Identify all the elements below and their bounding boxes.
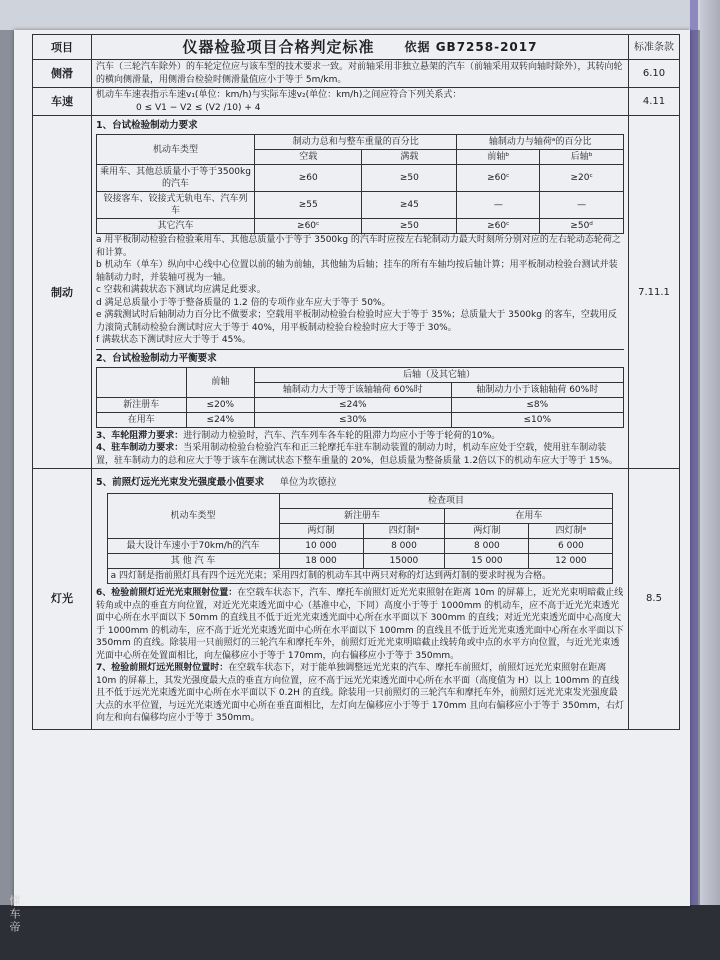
- table-cell: 新注册车: [97, 397, 187, 412]
- brake-notes: [96, 234, 624, 347]
- s3-title: 3、车轮阻滞力要求：: [96, 430, 184, 441]
- t1-h-front: 前轴ᵇ: [457, 150, 540, 165]
- light-s5-heading: [96, 476, 624, 489]
- light-s7: [96, 662, 624, 725]
- table-cell: 6 000: [529, 539, 613, 554]
- table-cell: ≥60ᶜ: [457, 165, 540, 192]
- brake-force-table: [96, 134, 624, 234]
- t1-h-type: 机动车类型: [97, 135, 255, 165]
- speed-text: 机动车车速表指示车速v₁(单位：km/h)与实际车速v₂(单位：km/h)之间应符合下列关系式：: [96, 90, 462, 100]
- speed-cell: [92, 88, 629, 115]
- t2-h-small: 轴制动力小于该轴轴荷 60%时: [451, 382, 623, 397]
- table-cell: ≥55: [255, 192, 362, 219]
- table-cell: 15000: [363, 554, 445, 569]
- t5-h-new: 新注册车: [279, 509, 445, 524]
- table-cell: ≥45: [362, 192, 457, 219]
- t5-h-four-new: 四灯制ᵃ: [363, 524, 445, 539]
- light-label: 灯光: [33, 469, 92, 729]
- note-e: e 满载测试时后轴制动力百分比不做要求；空载用平板制动检验台检验时应大于等于 35%；总质量大于 3500kg 的客车，空载用反力滚筒式制动检验台测试时应大于等于 40%，用平板制动检验台检验时应大于等于 30%。: [96, 310, 617, 333]
- s4-title: 4、驻车制动力要求：: [96, 443, 184, 453]
- header-clause: 标准条款: [634, 41, 674, 53]
- t1-h-axle: 轴制动力与轴荷ᵃ的百分比: [457, 135, 624, 150]
- table-cell: 其它汽车: [97, 219, 255, 234]
- table-cell: ≥60ᶜ: [457, 219, 540, 234]
- note-b: b 机动车（单车）纵向中心线中心位置以前的轴为前轴，其他轴为后轴；挂车的所有车轴均按后轴计算；用平板制动检验台测试并装轴制动力时，并装轴可视为一轴。: [96, 260, 618, 283]
- brake-label: 制动: [33, 116, 92, 468]
- table-cell: ≤8%: [451, 397, 623, 412]
- speed-clause: 4.11: [642, 96, 666, 107]
- note-d: d 满足总质量小于等于整备质量的 1.2 倍的专项作业车应大于等于 50%。: [96, 297, 391, 308]
- brake-row: [33, 116, 679, 469]
- table-cell: 10 000: [279, 539, 363, 554]
- background-right: [700, 0, 720, 960]
- table-cell: 8 000: [445, 539, 529, 554]
- brake-cell: [92, 116, 629, 468]
- header-item: 项目: [33, 35, 92, 59]
- note-c: c 空载和满载状态下测试均应满足此要求。: [96, 285, 266, 295]
- table-cell: 其 他 汽 车: [107, 554, 279, 569]
- table-cell: 8 000: [363, 539, 445, 554]
- brake-balance-table: [96, 367, 624, 428]
- table-row: [97, 412, 624, 427]
- t2-h-big: 轴制动力大于等于该轴轴荷 60%时: [255, 382, 452, 397]
- table-cell: ≤20%: [186, 397, 255, 412]
- light-cell: [92, 469, 629, 729]
- table-cell: ≥60: [255, 165, 362, 192]
- t2-h-front: 前轴: [186, 367, 255, 397]
- table-cell: ≤24%: [186, 412, 255, 427]
- background-bottom: [0, 905, 720, 960]
- s5-unit: 单位为坎德拉: [279, 477, 337, 488]
- t5-h-two-new: 两灯制: [279, 524, 363, 539]
- t5-h-items: 检查项目: [279, 494, 613, 509]
- s3-text: 进行制动力检验时，汽车、汽车列车各车轮的阻滞力均应小于等于轮荷的10%。: [183, 430, 501, 441]
- table-cell: ≤10%: [451, 412, 623, 427]
- table-row: [107, 554, 613, 569]
- table-cell: ≤30%: [255, 412, 452, 427]
- light-row: [33, 469, 679, 729]
- t5-h-type: 机动车类型: [107, 494, 279, 539]
- s7-text: 在空载车状态下，对于能单独调整远光光束的汽车、摩托车前照灯，前照灯远光光束照射在距离 10m 的屏幕上，其发光强度最大点的垂直方向位置，应不高于远光光束透光面中心所在水平面（高度值为 H）以上 100mm 的直线且不低于远光光束透光面中心所在水平面以下 0.2H 的直线。除装用一只前照灯的三轮汽车和摩托车外，前照灯远光光束发光强度最大点的水平位置，与远光光束透光面中心所在垂直面相比，左灯向左偏移应小于等于 170mm 且向右偏移应小于等于 350mm，右灯向左和向右偏移均应小于等于 350mm。: [96, 663, 625, 723]
- sideslip-clause: 6.10: [642, 68, 666, 79]
- table-cell: ≥50ᵈ: [540, 219, 624, 234]
- table-cell: ≥50: [362, 219, 457, 234]
- speed-label: 车速: [33, 88, 92, 115]
- table-cell: 18 000: [279, 554, 363, 569]
- s4-text: 当采用制动检验台检验汽车和正三轮摩托车驻车制动装置的制动力时，机动车应处于空载，使用驻车制动装置，驻车制动力的总和应大于等于该车在测试状态下整车重量的 20%，但总质量为整备质量 1.2倍以下的机动车应大于等于 15%。: [96, 443, 618, 466]
- s6-text: 在空载车状态下，汽车、摩托车前照灯近光光束照射在距离 10m 的屏幕上，近光光束明暗截止线转角或中点的垂直方向位置，对近光光束透光面中心（基准中心，下同）高度小于等于 1000mm 的机动车，应不高于近光光束透光面中心所在水平面以下 50mm 的直线且不低于近光光束透光面中心所在水平面以下 300mm 的直线；对近光光束透光面中心高度大于 1000mm 的机动车，应不高于近光光束透光面中心所在水平面以下 100mm 的直线且不低于近光光束透光面中心所在水平面以下 350mm 的直线。除装用一只前照灯的三轮汽车和摩托车外，前照灯近光光束明暗截止线转角或中点的水平方向位置，与近光光束透光面中心所在处置面相比，向左偏移应小于等于 170mm，向右偏移应小于等于 350mm。: [96, 588, 624, 661]
- table-cell: —: [457, 192, 540, 219]
- brake-s3: [96, 430, 624, 443]
- brake-s2-title: 2、台试检验制动力平衡要求: [96, 349, 624, 365]
- t2-h-rear: 后轴（及其它轴）: [255, 367, 624, 382]
- title-text: 仪器检验项目合格判定标准: [182, 37, 375, 56]
- speed-formula: 0 ≤ V1 − V2 ≤ (V2 /10) + 4: [136, 102, 261, 113]
- brake-clause: 7.11.1: [638, 286, 670, 298]
- table-row: [107, 539, 613, 554]
- watermark: 懂车帝: [8, 895, 21, 934]
- table-cell: ≤24%: [255, 397, 452, 412]
- table-cell: ≥20ᶜ: [540, 165, 624, 192]
- t1-h-total: 制动力总和与整车重量的百分比: [255, 135, 457, 150]
- table-cell: 铰接客车、铰接式无轨电车、汽车列车: [97, 192, 255, 219]
- t1-h-empty: 空载: [255, 150, 362, 165]
- standards-table: [32, 34, 680, 730]
- table-cell: ≥50: [362, 165, 457, 192]
- t1-h-full: 满载: [362, 150, 457, 165]
- light-s6: [96, 587, 624, 662]
- table-cell: 在用车: [97, 412, 187, 427]
- table-cell: 最大设计车速小于70km/h的汽车: [107, 539, 279, 554]
- t5-note: a 四灯制是指前照灯具有四个远光光束；采用四灯制的机动车其中两只对称的灯达到两灯制的要求时视为合格。: [107, 569, 613, 584]
- speed-row: [33, 88, 679, 116]
- background-top: [0, 0, 720, 30]
- table-cell: ≥60ᶜ: [255, 219, 362, 234]
- table-cell: 乘用车、其他总质量小于等于3500kg的汽车: [97, 165, 255, 192]
- table-row: [97, 165, 624, 192]
- sideslip-label: 侧滑: [33, 60, 92, 87]
- table-row: [97, 192, 624, 219]
- note-a: a 用平板制动检验台检验乘用车、其他总质量小于等于 3500kg 的汽车时应按左右轮制动力最大时刻所分别对应的左右轮动态轮荷之和计算。: [96, 235, 621, 258]
- table-cell: —: [540, 192, 624, 219]
- sideslip-text: 汽车（三轮汽车除外）的车轮定位应与该车型的技术要求一致。对前轴采用非独立悬架的汽车（前轴采用双转向轴时除外），其转向轮的横向侧滑量，用侧滑台检验时侧滑量值应小于等于 5m/km。: [92, 60, 629, 87]
- table-cell: 15 000: [445, 554, 529, 569]
- t5-h-two-used: 两灯制: [445, 524, 529, 539]
- s6-title: 6、检验前照灯近光光束照射位置：: [96, 588, 238, 598]
- s7-title: 7、检验前照灯远光照射位置时：: [96, 663, 229, 673]
- basis-text: 依据 GB7258-2017: [404, 39, 538, 54]
- brake-s1-title: 1、台试检验制动力要求: [96, 120, 198, 131]
- brake-s4: [96, 442, 624, 467]
- t2-corner: [97, 367, 187, 397]
- table-row: [97, 397, 624, 412]
- t5-h-used: 在用车: [445, 509, 613, 524]
- t1-h-rear: 后轴ᵇ: [540, 150, 624, 165]
- table-cell: 12 000: [529, 554, 613, 569]
- table-row: [97, 219, 624, 234]
- sideslip-row: [33, 60, 679, 88]
- t5-h-four-used: 四灯制ᵃ: [529, 524, 613, 539]
- s5-title: 5、前照灯远光光束发光强度最小值要求: [96, 477, 265, 488]
- light-clause: 8.5: [646, 593, 662, 605]
- binder-strip: [690, 0, 698, 960]
- doc-title: [92, 35, 629, 59]
- note-f: f 满载状态下测试时应大于等于 45%。: [96, 335, 251, 345]
- headlight-intensity-table: [107, 493, 614, 584]
- header-row: [33, 35, 679, 60]
